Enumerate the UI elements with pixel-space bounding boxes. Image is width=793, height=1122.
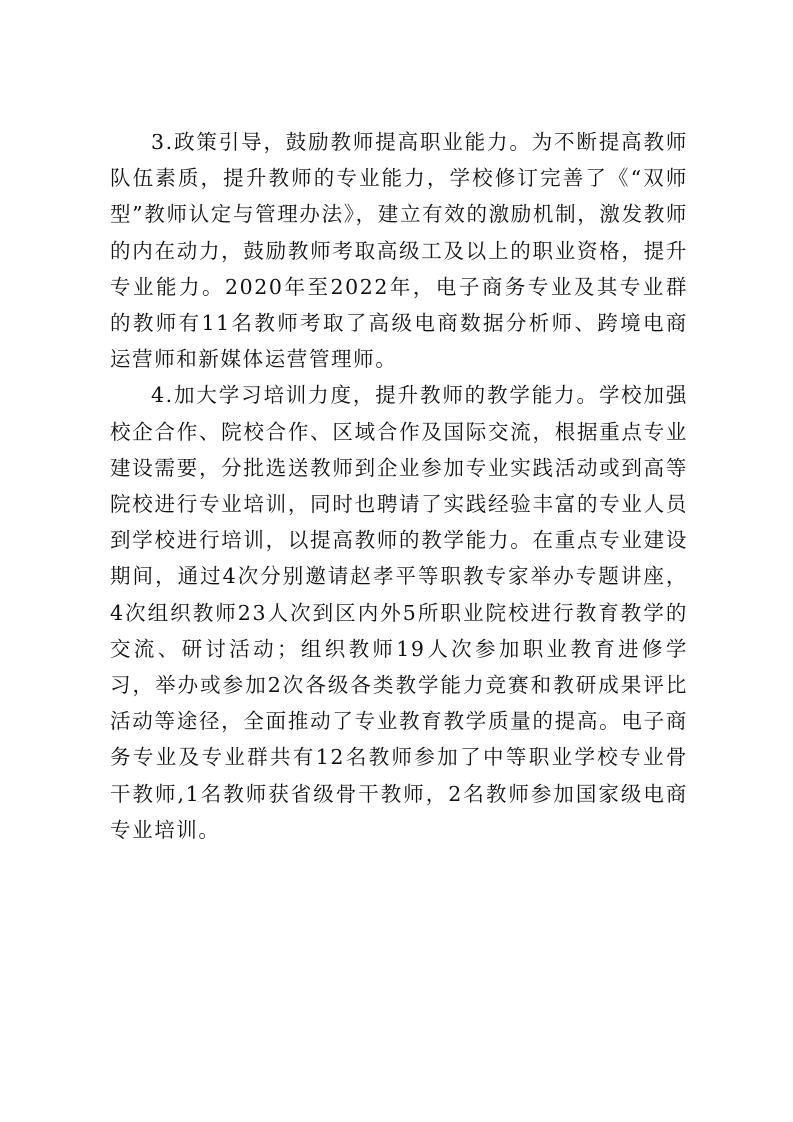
document-body [110,124,688,848]
paragraph-training: 4.加大学习培训力度，提升教师的教学能力。学校加强校企合作、院校合作、区域合作及国际交流，根据重点专业建设需要，分批选送教师到企业参加专业实践活动或到高等院校进行专业培训，同时也聘请了实践经验丰富的专业人员到学校进行培训，以提高教师的教学能力。在重点专业建设期间，通过4次分别邀请赵孝平等职教专家举办专题讲座，4次组织教师23人次到区内外5所职业院校进行教育教学的交流、研讨活动；组织教师19人次参加职业教育进修学习，举办或参加2次各级各类教学能力竞赛和教研成果评比活动等途径，全面推动了专业教育教学质量的提高。电子商务专业及专业群共有12名教师参加了中等职业学校专业骨干教师,1名教师获省级骨干教师，2名教师参加国家级电商专业培训。 [110,383,688,842]
paragraph-policy-guidance: 3.政策引导，鼓励教师提高职业能力。为不断提高教师队伍素质，提升教师的专业能力，学校修订完善了《“双师型”教师认定与管理办法》，建立有效的激励机制，激发教师的内在动力，鼓励教师考取高级工及以上的职业资格，提升专业能力。2020年至2022年，电子商务专业及其专业群的教师有11名教师考取了高级电商数据分析师、跨境电商运营师和新媒体运营管理师。 [110,130,688,372]
